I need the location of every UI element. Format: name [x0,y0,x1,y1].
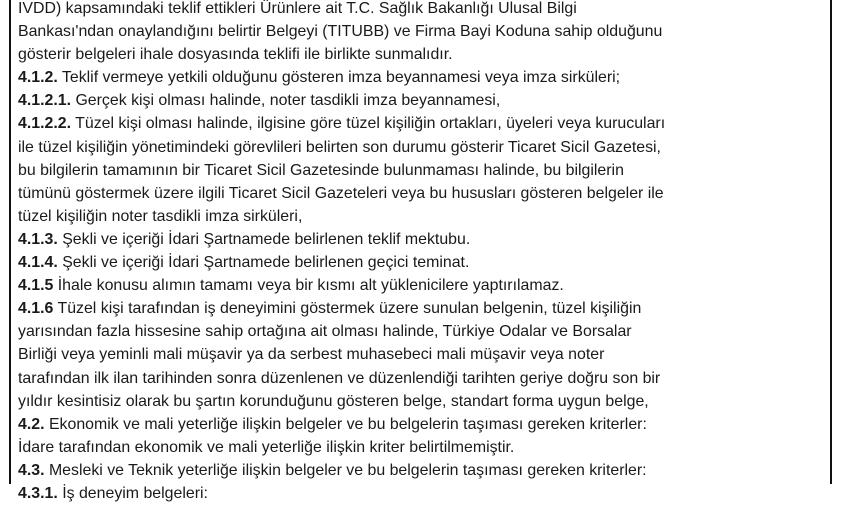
text-line-11 [18,228,833,251]
text-line-20 [18,436,833,459]
text-line-14 [18,297,833,320]
clause-text: Mesleki ve Teknik yeterliğe ilişkin belgeler ve bu belgelerin taşıması gereken kriterler: [48,461,647,479]
text-line-18 [18,390,833,413]
clause-text: İş deneyim belgeleri: [62,484,208,502]
text-line-2 [18,20,833,43]
clause-text: İdare tarafından ekonomik ve mali yeterliğe ilişkin kriter belirtilmemiştir. [18,438,515,456]
text-line-12 [18,251,833,274]
text-line-10 [18,205,833,228]
text-line-1 [18,0,833,20]
clause-text: Şekli ve içeriği İdari Şartnamede belirlenen geçici teminat. [62,254,470,272]
clause-number: 4.1.4. [18,254,58,272]
text-line-17 [18,367,833,390]
clause-text: gösterir belgeleri ihale dosyasında teklifi ile birlikte sunmalıdır. [18,46,453,64]
text-line-16 [18,343,833,366]
clause-number: 4.1.5 [18,277,54,295]
clause-text: Ekonomik ve mali yeterliğe ilişkin belgeler ve bu belgelerin taşıması gereken kriterler: [48,415,647,433]
clause-number: 4.1.6 [18,300,54,318]
text-line-13 [18,274,833,297]
text-line-15 [18,320,833,343]
clause-text: Teklif vermeye yetkili olduğunu gösteren imza beyannamesi veya imza sirküleri; [61,69,621,87]
clause-number: 4.2. [18,415,45,433]
text-line-21 [18,459,833,482]
clause-text: Tüzel kişi tarafından iş deneyimini göstermek üzere sunulan belgenin, tüzel kişiliğin [57,300,642,318]
clause-text: ile tüzel kişiliğin yönetimindeki görevlileri belirten son durumu gösterir Ticaret Sicil Gazetesi, [18,138,661,156]
clause-text: Birliği veya yeminli mali müşavir ya da serbest muhasebeci mali müşavir veya noter [18,346,605,364]
clause-text: tümünü göstermek üzere ilgili Ticaret Sicil Gazeteleri veya bu hususları gösteren belgeler ile [18,184,664,202]
tender-specification-text [18,0,833,505]
clause-text: Tüzel kişi olması halinde, ilgisine göre tüzel kişiliğin ortakları, üyeleri veya kurucuları [75,115,666,133]
clause-number: 4.1.2.1. [18,92,72,110]
clause-number: 4.3.1. [18,484,58,502]
text-line-22 [18,482,833,505]
clause-text: Gerçek kişi olması halinde, noter tasdikli imza beyannamesi, [75,92,501,110]
text-line-3 [18,43,833,66]
clause-number: 4.1.2.2. [18,115,72,133]
clause-text: Bankası'ndan onaylandığını belirtir Belgeyi (TITUBB) ve Firma Bayi Koduna sahip olduğunu [18,23,663,41]
clause-text: yarısından fazla hissesine sahip ortağına ait olması halinde, Türkiye Odalar ve Borsalar [18,323,632,341]
text-line-7 [18,136,833,159]
clause-text: tarafından ilk ilan tarihinden sonra düzenlenen ve düzenlendiği tarihten geriye doğru son bir [18,369,661,387]
text-line-5 [18,89,833,112]
text-line-4 [18,66,833,89]
clause-text: tüzel kişiliğin noter tasdikli imza sirküleri, [18,207,303,225]
text-line-19 [18,413,833,436]
text-line-8 [18,159,833,182]
clause-text: IVDD) kapsamındaki teklif ettikleri Ürünlere ait T.C. Sağlık Bakanlığı Ulusal Bilgi [18,0,577,17]
clause-text: yıldır kesintisiz olarak bu şartın korunduğunu gösteren belge, standart forma uygun belge, [18,392,649,410]
text-line-9 [18,182,833,205]
clause-number: 4.1.3. [18,230,58,248]
clause-number: 4.3. [18,461,45,479]
text-line-6 [18,112,833,135]
clause-number: 4.1.2. [18,69,58,87]
clause-text: İhale konusu alımın tamamı veya bir kısmı alt yüklenicilere yaptırılamaz. [57,277,564,295]
clause-text: Şekli ve içeriği İdari Şartnamede belirlenen teklif mektubu. [62,230,471,248]
clause-text: bu bilgilerin tamamının bir Ticaret Sicil Gazetesinde bulunmaması halinde, bu bilgilerin [18,161,624,179]
